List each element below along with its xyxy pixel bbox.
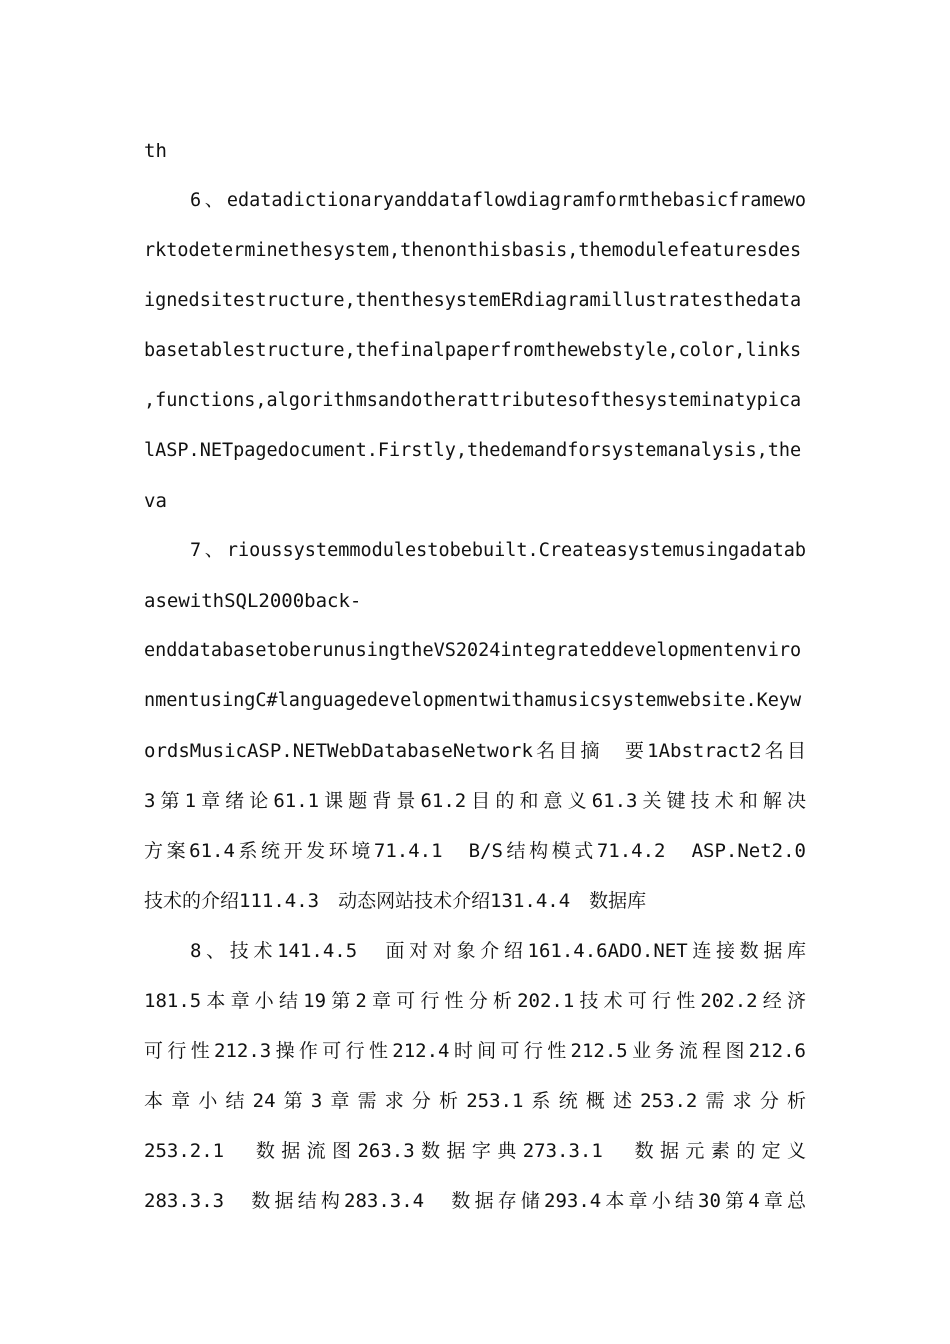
text-line-21: 253.2.1 数据流图263.3数据字典273.3.1 数据元素的定义: [144, 1140, 806, 1162]
text-line-10: asewithSQL2000back-: [144, 590, 362, 612]
text-line-11: enddatabasetoberunusingtheVS2024integrateddevelopmentenviro: [144, 640, 802, 661]
text-line-6: ,functions,algorithmsandotherattributesofthesysteminatypica: [144, 390, 802, 411]
text-line-3: rktodeterminethesystem,thenonthisbasis,themodulefeaturesdes: [144, 240, 802, 261]
text-line-19: 可行性212.3操作可行性212.4时间可行性212.5业务流程图212.6: [144, 1040, 806, 1062]
text-line-8: va: [144, 490, 167, 512]
text-line-18: 181.5本章小结19第2章可行性分析202.1技术可行性202.2经济: [144, 990, 806, 1012]
text-line-14: 3第1章绪论61.1课题背景61.2目的和意义61.3关键技术和解决: [144, 790, 806, 812]
text-line-15: 方案61.4系统开发环境71.4.1 B/S结构模式71.4.2 ASP.Net2.0: [144, 840, 806, 862]
text-line-9: 7、rioussystemmodulestobebuilt.Createasystemusingadatab: [190, 540, 806, 561]
text-line-13: ordsMusicASP.NETWebDatabaseNetwork名目摘 要1Abstract2名目: [144, 740, 806, 762]
text-line-12: nmentusingC#languagedevelopmentwithamusicsystemwebsite.Keyw: [144, 690, 802, 711]
text-line-20: 本章小结24第3章需求分析253.1系统概述253.2需求分析: [144, 1090, 806, 1112]
text-line-22: 283.3.3 数据结构283.3.4 数据存储293.4本章小结30第4章总: [144, 1190, 806, 1212]
text-line-1: th: [144, 140, 167, 162]
text-line-2: 6、edatadictionaryanddataflowdiagramformthebasicframewo: [190, 190, 806, 211]
text-line-16: 技术的介绍111.4.3 动态网站技术介绍131.4.4 数据库: [144, 890, 647, 912]
text-line-4: ignedsitestructure,thenthesystemERdiagramillustratesthedata: [144, 290, 802, 311]
text-line-17: 8、技术141.4.5 面对对象介绍161.4.6ADO.NET连接数据库: [190, 940, 806, 962]
text-line-5: basetablestructure,thefinalpaperfromthewebstyle,color,links: [144, 340, 802, 361]
text-line-7: lASP.NETpagedocument.Firstly,thedemandforsystemanalysis,the: [144, 440, 802, 461]
